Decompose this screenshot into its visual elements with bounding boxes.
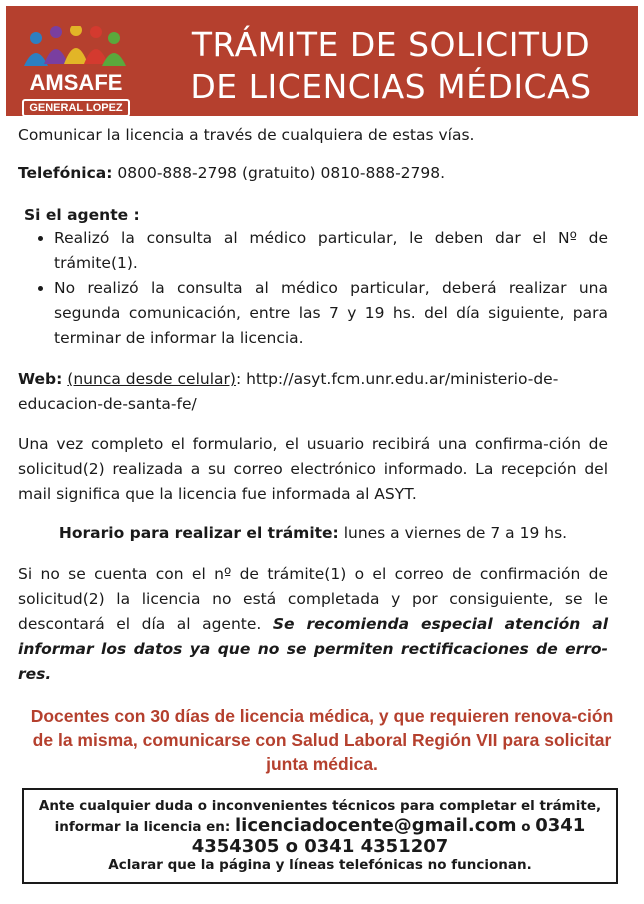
schedule-line [18, 521, 608, 546]
agent-bullet-list [18, 226, 608, 351]
confirmation-text: Una vez completo el formulario, el usuario recibirá una confirma-ción de solicitud(2) realizada a su correo electrónico informado. La recepción del mail significa que la licencia fue informada al ASYT. [18, 435, 608, 503]
schedule-label: Horario para realizar el trámite: [58, 524, 339, 542]
logo-text: AMSAFE [29, 70, 123, 95]
schedule-text: lunes a viernes de 7 a 19 hs. [338, 524, 568, 542]
web-label: Web: [18, 370, 63, 388]
title-line-1: TRÁMITE DE SOLICITUD [191, 25, 591, 64]
contact-line-1: Ante cualquier duda o inconvenientes técnicos para completar el trámite, [38, 798, 602, 814]
title-line-2: DE LICENCIAS MÉDICAS [190, 67, 592, 106]
contact-phone-1: 0341 [535, 815, 586, 836]
contact-box [22, 788, 618, 884]
contact-line-2: informar la licencia en: licenciadocente@gmail.com o 0341 [54, 815, 586, 836]
list-item: Realizó la consulta al médico particular, le deben dar el Nº de trámite(1). [18, 226, 608, 276]
phone-label: Telefónica: [18, 164, 113, 182]
phone-numbers: 0800-888-2798 (gratuito) 0810-888-2798. [112, 164, 446, 182]
web-line [18, 367, 608, 417]
contact-phones: 4354305 o 0341 4351207 [191, 836, 449, 857]
logo-subtitle: GENERAL LOPEZ [22, 99, 130, 117]
warning-emphasis: Se recomienda especial atención al informar los datos ya que no se permiten rectificaciones de erro-res. [18, 615, 609, 683]
web-url-link[interactable]: : http://asyt.fcm.unr.edu.ar/ministerio-de-educacion-de-santa-fe/ [18, 370, 559, 413]
web-note: (nunca desde celular) [67, 370, 236, 388]
list-item: No realizó la consulta al médico particular, deberá realizar una segunda comunicación, entre las 7 y 19 hs. del día siguiente, para terminar de informar la licencia. [18, 276, 608, 351]
warning-text: Si no se cuenta con el nº de trámite(1) o el correo de confirmación de solicitud(2) la licencia no está completada y por consiguiente, se le descontará el día al agente. Se recomienda especial atención al informar los datos ya que no se permiten rectificaciones de erro-res. [18, 565, 609, 683]
contact-line-4: Aclarar que la página y líneas telefónicas no funcionan. [108, 857, 532, 873]
intro-text: Comunicar la licencia a través de cualquiera de estas vías. [18, 126, 475, 144]
agent-heading: Si el agente : [24, 206, 140, 224]
contact-email-link[interactable]: licenciadocente@gmail.com [235, 815, 517, 836]
phone-line [18, 161, 445, 186]
bullet-icon [38, 236, 43, 241]
header-banner [6, 6, 638, 116]
bullet-icon [38, 286, 43, 291]
red-notice: Docentes con 30 días de licencia médica, y que requieren renova-ción de la misma, comunicarse con Salud Laboral Región VII para solicitar junta médica. [30, 706, 614, 774]
page-title [156, 24, 626, 108]
